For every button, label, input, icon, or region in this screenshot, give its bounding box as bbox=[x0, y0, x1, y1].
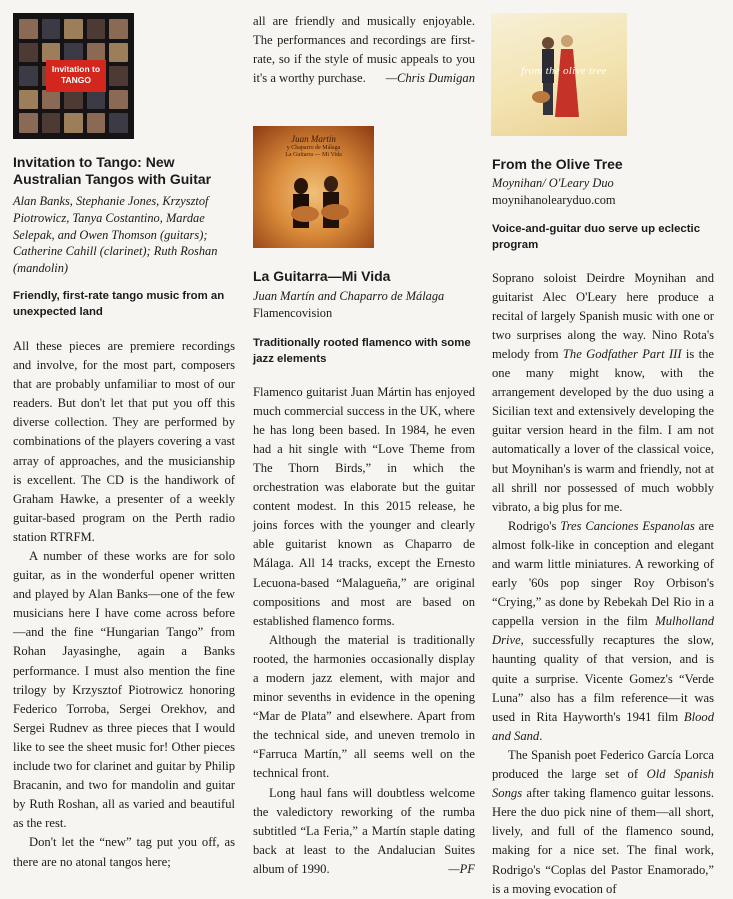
continuation-text: all are friendly and musically enjoyable. The performances and recordings are first-rate, so if the style of music appeals to you it's a worthy purchase. bbox=[253, 14, 475, 86]
cover-title-badge: Invitation to TANGO bbox=[46, 60, 106, 92]
review-continuation bbox=[253, 12, 475, 88]
cover-artist-subline: y Chaparro de Málaga La Guitarra — Mi Vida bbox=[285, 145, 342, 158]
paragraph: Although the material is traditionally rooted, the harmonies occasionally display a modern jazz element, with major and minor sevenths in evidence in the opening “Mar de Plata” and elsewhere. Apart from the technical side, and uneven tremolo in “Farruca Martín,” all seems well on the technical front. bbox=[253, 632, 475, 781]
review-body bbox=[13, 337, 235, 872]
record-label: Flamencovision bbox=[253, 305, 333, 320]
review-tagline: Traditionally rooted flamenco with some jazz elements bbox=[253, 336, 471, 365]
review-invitation-to-tango bbox=[13, 0, 235, 872]
cover-artist-line: Juan Martín bbox=[291, 134, 336, 144]
review-artists: Alan Banks, Stephanie Jones, Krzysztof Piotrowicz, Tanya Costantino, Mardae Selepak, and Owen Thomson (guitars); Catherine Cahill (clarinet); Ruth Roshan (mandolin) bbox=[13, 194, 218, 276]
review-olive-tree bbox=[492, 0, 714, 899]
paragraph: Rodrigo's Tres Canciones Espanolas are almost folk-like in conception and elegant and warm little miniatures. A reworking of early '60s pop singer Roy Orbison's “Crying,” as done by Rebekah Del Rio in a cappella version in the film Mulholland Drive, successfully recaptures the slow, haunting quality of that version, and is quite a surprise. Vicente Gomez's “Verde Luna” also has a film reference—it was used in Rita Hayworth's 1941 film Blood and Sand. bbox=[492, 518, 714, 743]
review-tagline: Friendly, first-rate tango music from an unexpected land bbox=[13, 289, 225, 318]
paragraph: Long haul fans will doubtless welcome the valedictory reworking of the rumba subtitled “La Feria,” a Martín staple dating back at least to the Andalucian Suites album of 1990. bbox=[253, 785, 475, 876]
record-label: moynihanolearyduo.com bbox=[492, 192, 616, 207]
review-artists: Moynihan/ O'Leary Duo bbox=[492, 176, 614, 190]
album-cover-la-guitarra bbox=[253, 126, 374, 248]
review-tagline: Voice-and-guitar duo serve up eclectic program bbox=[492, 222, 701, 251]
paragraph: All these pieces are premiere recordings and involve, for the most part, composers that are probably unfamiliar to most of our readers. But don't let that put you off this diverse collection. They are performed by combinations of the players covering a vast array of approaches, and the musicianship is excellent. The CD is the handiwork of Graham Hawke, a presenter of a weekly guitar-based program on the Perth radio station RTRFM. bbox=[13, 338, 235, 544]
paragraph: Soprano soloist Deirdre Moynihan and guitarist Alec O'Leary here produce a recital of largely Spanish music with one or two surprises along the way. Nino Rota's melody from The Godfather Part III is the one many might know, with the arrangement developed by the duo using a Sicilian text and extensively developing the guitar version heard in the film. I am not automatically a lover of the classical voice, but Moynihan's is warm and friendly, not at all shrill nor possessed of much wobbly vibrato, a big plus for me. bbox=[492, 270, 714, 514]
paragraph: Don't let the “new” tag put you off, as there are no atonal tangos here; bbox=[13, 835, 235, 869]
cover-guitarists-figure bbox=[253, 126, 374, 248]
paragraph: The Spanish poet Federico García Lorca produced the large set of Old Spanish Songs after taking flamenco guitar lessons. Here the duo pick nine of them—all short, lively, and full of the flamenco sound, making for a nice set. The final work, Rodrigo's “Coplas del Pastor Enamorado,” is a moving evocation of bbox=[492, 747, 714, 896]
review-title: From the Olive Tree bbox=[492, 156, 623, 172]
reviewer-signature: —Chris Dumigan bbox=[385, 71, 475, 86]
paragraph: Flamenco guitarist Juan Mártin has enjoyed much commercial success in the UK, where he has long been based. In 1984, he even had a hit single with “Love Theme from The Thorn Birds,” in which the orchestration was elaborate but the guitar content modest. In this 2015 release, he joins forces with the younger and clearly able guitarist known as Chaparro de Málaga. All 14 tracks, except the Ernesto Lecuona-based “Malagueña,” are original compositions and most are based on established flamenco forms. bbox=[253, 384, 475, 628]
review-body bbox=[253, 383, 475, 879]
review-title: La Guitarra—Mi Vida bbox=[253, 268, 391, 284]
review-body bbox=[492, 269, 714, 899]
review-artists: Juan Martín and Chaparro de Málaga bbox=[253, 289, 445, 303]
reviewer-signature: —PF bbox=[448, 861, 475, 876]
cover-title-text: from the olive tree bbox=[521, 65, 607, 77]
paragraph: A number of these works are for solo guitar, as in the wonderful opener written and played by Alan Banks—one of the few musicians here I have come across before—and the fine “Hungarian Tango” from Rohan Jayasinghe, again a Banks performance. I must also mention the fine trilogy by Krzysztof Piotrowicz honoring Federico Torroba, Sergei Orekhov, and Sergei Rudnev as three pieces that I would like to see the sheet music for! Other pieces include two for clarinet and guitar by Philip Bracanin, and two for mandolin and guitar by Ruth Roshan, all as varied and beautiful as the rest. bbox=[13, 549, 235, 831]
review-title: Invitation to Tango: New Australian Tangos with Guitar bbox=[13, 154, 212, 187]
